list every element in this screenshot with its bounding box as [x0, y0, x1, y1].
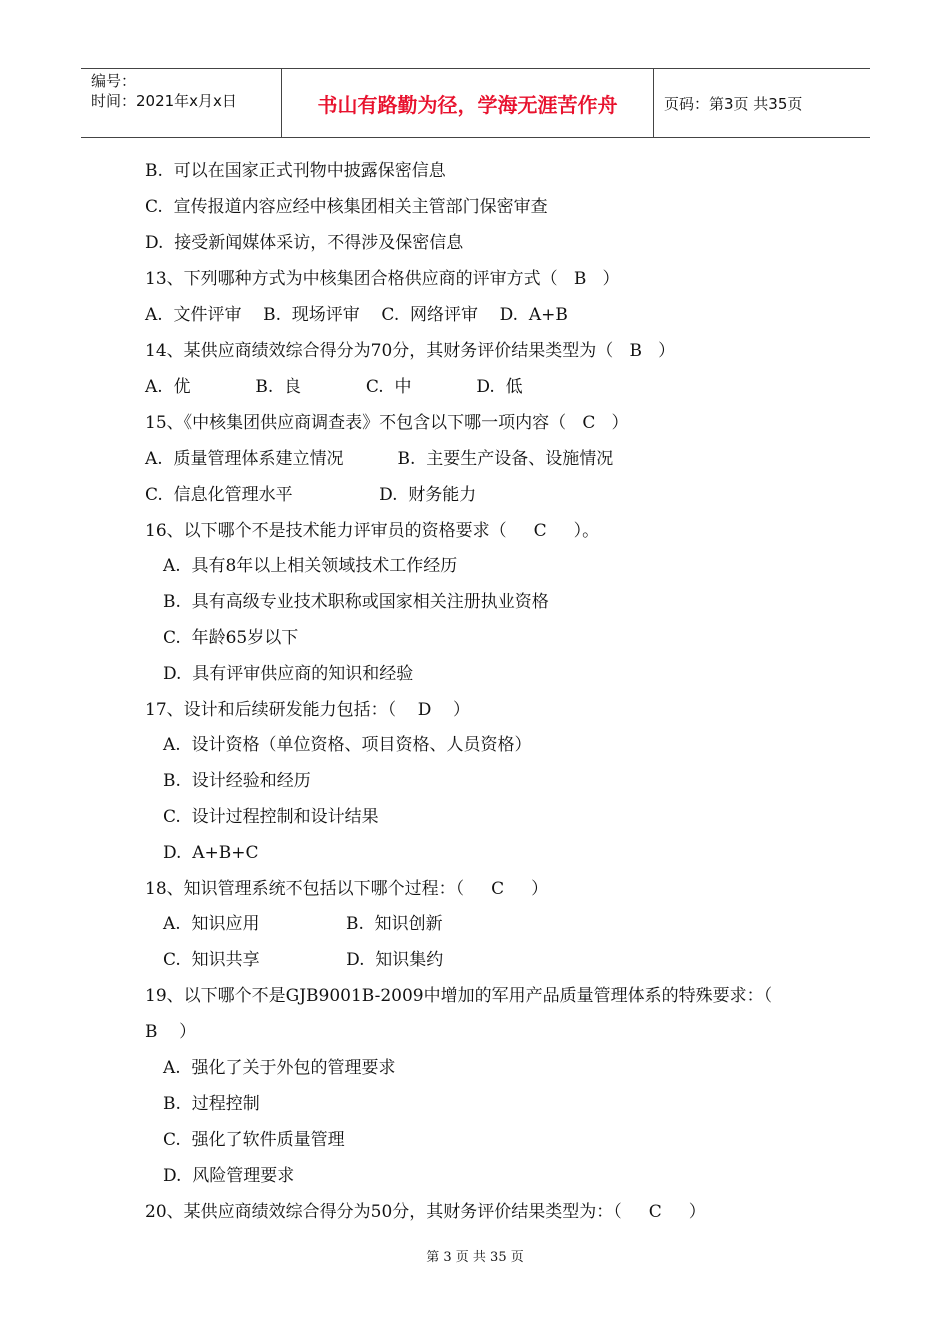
option-line: D. 具有评审供应商的知识和经验 [163, 664, 414, 684]
question-line: 17、设计和后续研发能力包括：（ D ） [145, 700, 470, 720]
page-header [81, 68, 870, 138]
option-line: A. 质量管理体系建立情况 B. 主要生产设备、设施情况 [145, 449, 614, 469]
option-line: A. 优 B. 良 C. 中 D. 低 [145, 377, 523, 397]
document-number-label: 编号： [91, 72, 137, 90]
option-line: D. A+B+C [163, 843, 259, 863]
option-line: A. 文件评审 B. 现场评审 C. 网络评审 D. A+B [145, 305, 568, 325]
option-line: C. 宣传报道内容应经中核集团相关主管部门保密审查 [145, 197, 548, 217]
question-line: 18、知识管理系统不包括以下哪个过程：（ C ） [145, 879, 549, 899]
header-motto: 书山有路勤为径，学海无涯苦作舟 [282, 69, 654, 137]
question-line: 19、以下哪个不是GJB9001B-2009中增加的军用产品质量管理体系的特殊要求：（ [145, 986, 773, 1006]
option-line: A. 设计资格（单位资格、项目资格、人员资格） [163, 735, 532, 755]
option-line: C. 设计过程控制和设计结果 [163, 807, 379, 827]
header-page-info: 页码：第3页 共35页 [664, 94, 803, 113]
option-line: C. 信息化管理水平 D. 财务能力 [145, 485, 477, 505]
option-line: B. 设计经验和经历 [163, 771, 311, 791]
option-line: A. 具有8年以上相关领域技术工作经历 [163, 556, 458, 576]
option-line: D. 接受新闻媒体采访，不得涉及保密信息 [145, 233, 464, 253]
option-line: C. 强化了软件质量管理 [163, 1130, 345, 1150]
question-line: 20、某供应商绩效综合得分为50分，其财务评价结果类型为：（ C ） [145, 1202, 706, 1222]
document-time-label: 时间：2021年x月x日 [91, 92, 237, 110]
option-line: B. 过程控制 [163, 1094, 260, 1114]
question-line: 14、某供应商绩效综合得分为70分，其财务评价结果类型为（ B ） [145, 341, 676, 361]
option-line: C. 年龄65岁以下 [163, 628, 299, 648]
header-info-cell [81, 69, 282, 137]
option-line: B. 可以在国家正式刊物中披露保密信息 [145, 161, 446, 181]
option-line: D. 风险管理要求 [163, 1166, 295, 1186]
page-footer: 第 3 页 共 35 页 [426, 1250, 524, 1265]
option-line: B. 具有高级专业技术职称或国家相关注册执业资格 [163, 592, 549, 612]
option-line: A. 强化了关于外包的管理要求 [163, 1058, 396, 1078]
answer-continuation-line: B ） [145, 1022, 197, 1042]
option-line: A. 知识应用 B. 知识创新 [163, 914, 443, 934]
question-line: 13、下列哪种方式为中核集团合格供应商的评审方式（ B ） [145, 269, 620, 289]
option-line: C. 知识共享 D. 知识集约 [163, 950, 444, 970]
question-line: 15、《中核集团供应商调查表》不包含以下哪一项内容（ C ） [145, 413, 629, 433]
question-line: 16、以下哪个不是技术能力评审员的资格要求（ C ）。 [145, 521, 600, 541]
